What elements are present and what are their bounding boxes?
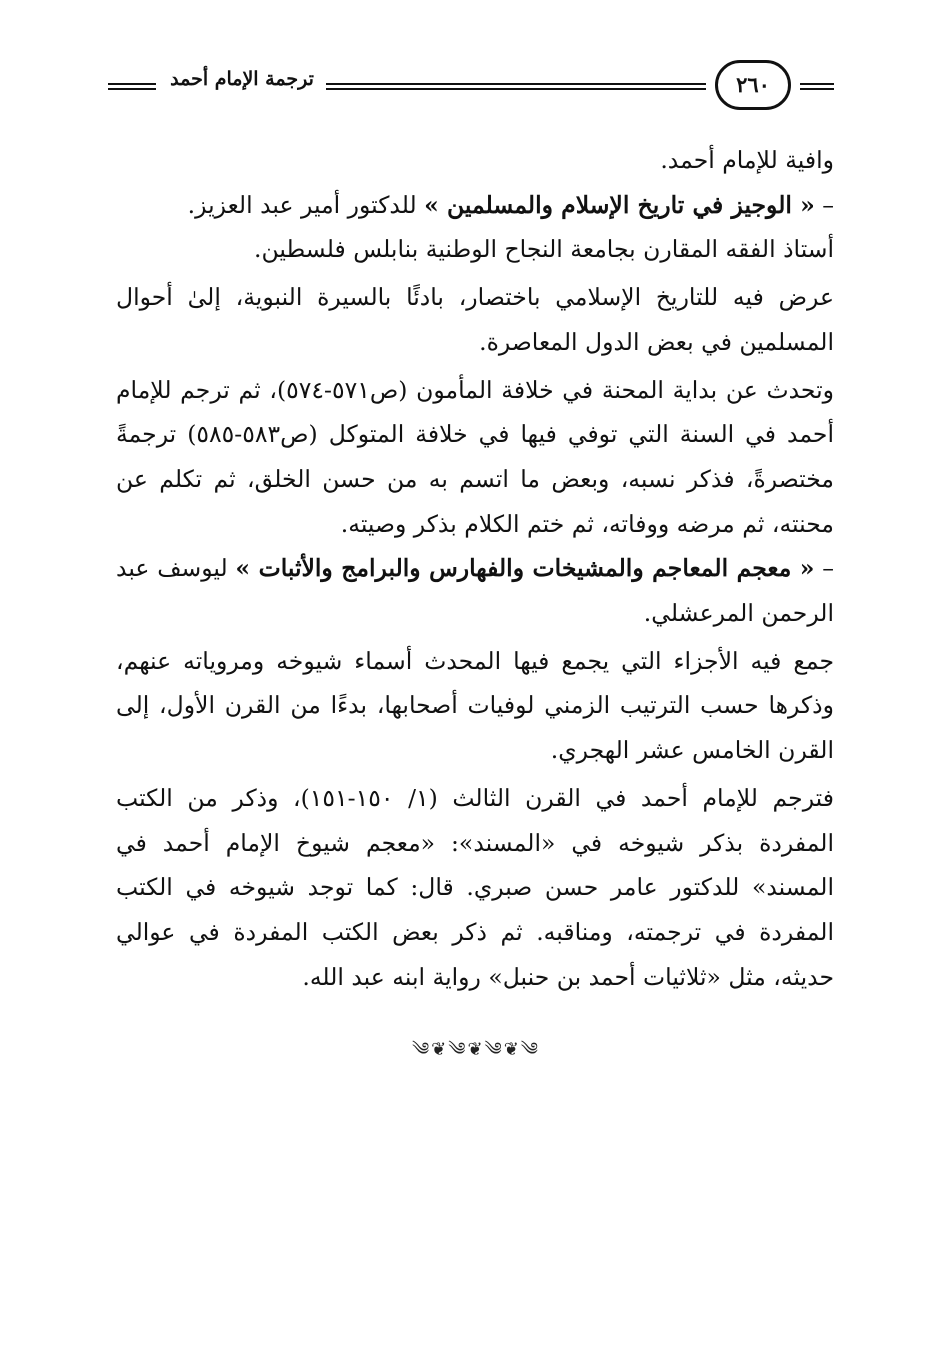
header-rule-right (800, 83, 834, 90)
paragraph: وتحدث عن بداية المحنة في خلافة المأمون (ص٥٧١-٥٧٤)، ثم ترجم للإمام أحمد في السنة التي توفي فيها في خلافة المتوكل (ص٥٨٣-٥٨٥) ترجمةً مختصرةً، فذكر نسبه، وبعض ما اتسم به من حسن الخلق، ثم تكلم عن محنته، ثم مرضه ووفاته، ثم ختم الكلام بذكر وصيته. (116, 375, 834, 538)
page-body (116, 138, 834, 999)
page-number: ٢٦٠ (715, 60, 791, 110)
header-rule-left (108, 83, 156, 90)
paragraph: أستاذ الفقه المقارن بجامعة النجاح الوطنية بنابلس فلسطين. (254, 235, 834, 264)
header-rule-middle (326, 83, 706, 90)
book-title: « معجم المعاجم والمشيخات والفهارس والبرامج والأثبات » (235, 554, 815, 583)
book-entry: – « معجم المعاجم والمشيخات والفهارس والبرامج والأثبات » ليوسف عبد الرحمن المرعشلي. (116, 554, 835, 628)
paragraph: عرض فيه للتاريخ الإسلامي باختصار، بادئًا بالسيرة النبوية، إلىٰ أحوال المسلمين في بعض الدول المعاصرة. (116, 283, 834, 356)
paragraph: جمع فيه الأجزاء التي يجمع فيها المحدث أسماء شيوخه ومروياته عنهم، وذكرها حسب الترتيب الزمني لوفيات أصحابها، بدءًا من القرن الأول، إلى القرن الخامس عشر الهجري. (116, 646, 834, 765)
page-header (108, 58, 834, 118)
book-title: « الوجيز في تاريخ الإسلام والمسلمين » (424, 190, 815, 219)
end-ornament-icon: ༄❦༄❦༄❦༄ (411, 1039, 540, 1060)
running-title: ترجمة الإمام أحمد (170, 68, 314, 90)
book-entry: – « الوجيز في تاريخ الإسلام والمسلمين » للدكتور أمير عبد العزيز. (187, 190, 834, 219)
paragraph: وافية للإمام أحمد. (660, 146, 834, 174)
paragraph: فترجم للإمام أحمد في القرن الثالث (١/ ١٥٠-١٥١)، وذكر من الكتب المفردة بذكر شيوخه في «المسند»: «معجم شيوخ الإمام أحمد في المسند» للدكتور عامر حسن صبري. قال: كما توجد شيوخه في الكتب المفردة في ترجمته، ومناقبه. ثم ذكر بعض الكتب المفردة في عوالي حديثه، مثل «ثلاثيات أحمد بن حنبل» رواية ابنه عبد الله. (116, 783, 834, 991)
